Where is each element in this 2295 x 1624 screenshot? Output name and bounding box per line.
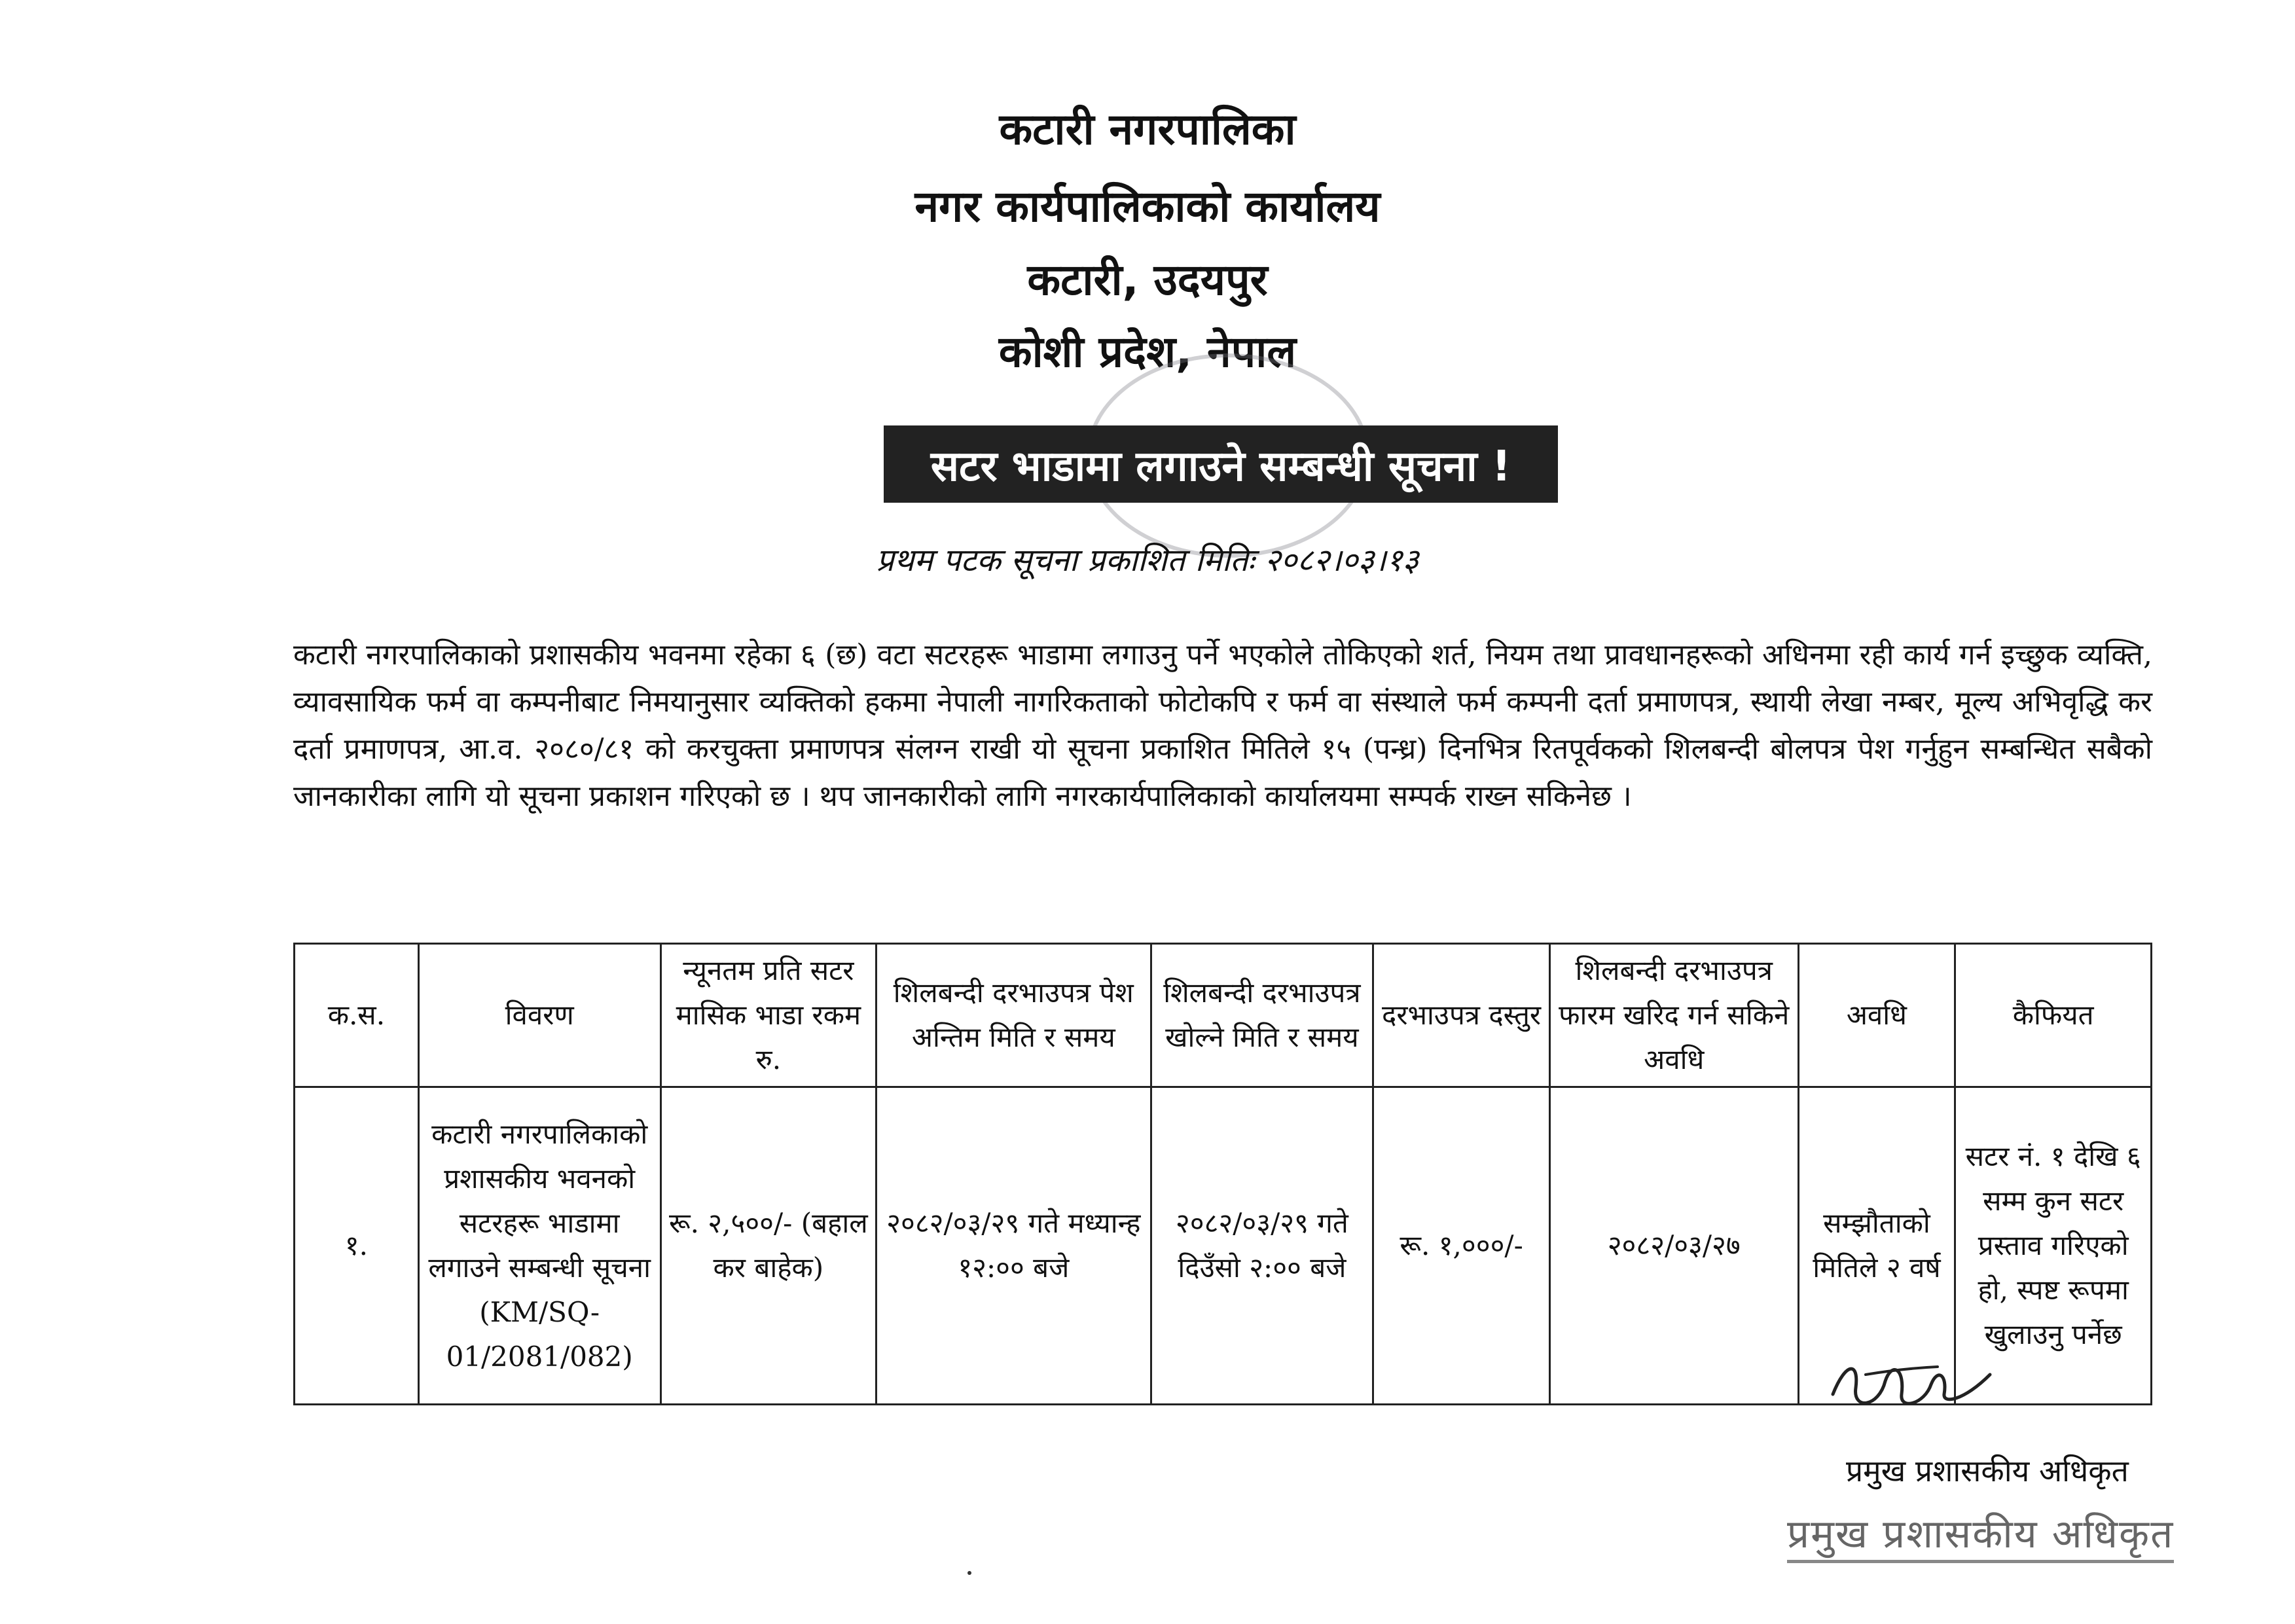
cell-opening-datetime: २०८२/०३/२९ गते दिउँसो २:०० बजे bbox=[1151, 1087, 1373, 1405]
col-header-description: विवरण bbox=[418, 944, 660, 1087]
signatory-role: प्रमुख प्रशासकीय अधिकृत bbox=[1846, 1453, 2129, 1489]
notice-body-paragraph: कटारी नगरपालिकाको प्रशासकीय भवनमा रहेका ६ (छ) वटा सटरहरू भाडामा लगाउनु पर्ने भएकोले तोकिएको शर्त, नियम तथा प्रावधानहरूको अधिनमा रही कार्य गर्न इच्छुक व्यक्ति, व्यावसायिक फर्म वा कम्पनीबाट निमयानुसार व्यक्तिको हकमा नेपाली नागरिकताको फोटोकपि र फर्म वा संस्थाले फर्म कम्पनी दर्ता प्रमाणपत्र, स्थायी लेखा नम्बर, मूल्य अभिवृद्धि कर दर्ता प्रमाणपत्र, आ.व. २०८०/८१ को करचुक्ता प्रमाणपत्र संलग्न राखी यो सूचना प्रकाशित मितिले १५ (पन्ध्र) दिनभित्र रितपूर्वकको शिलबन्दी बोलपत्र पेश गर्नुहुन सम्बन्धित सबैको जानकारीका लागि यो सूचना प्रकाशन गरिएको छ । थप जानकारीको लागि नगरकार्यपालिकाको कार्यालयमा सम्पर्क राख्न सकिनेछ । bbox=[293, 638, 2152, 813]
table-header-row bbox=[295, 944, 2152, 1087]
header-location: कटारी, उदयपुर bbox=[1027, 255, 1268, 305]
cell-submission-deadline: २०८२/०३/२९ गते मध्यान्ह १२:०० बजे bbox=[876, 1087, 1151, 1405]
cell-description: कटारी नगरपालिकाको प्रशासकीय भवनको सटरहरू भाडामा लगाउने सम्बन्धी सूचना (KM/SQ-01/2081/082) bbox=[418, 1087, 660, 1405]
header-province: कोशी प्रदेश, नेपाल bbox=[998, 327, 1297, 377]
cell-remarks: सटर नं. १ देखि ६ सम्म कुन सटर प्रस्ताव गरिएको हो, स्पष्ट रूपमा खुलाउनु पर्नेछ bbox=[1955, 1087, 2152, 1405]
cell-purchase-period: २०८२/०३/२७ bbox=[1549, 1087, 1798, 1405]
cell-duration: सम्झौताको मितिले २ वर्ष bbox=[1798, 1087, 1955, 1405]
publication-date: प्रथम पटक सूचना प्रकाशित मितिः २०८२।०३।१३ bbox=[876, 542, 1419, 579]
stray-dot-mark bbox=[967, 1571, 971, 1575]
col-header-serial: क.स. bbox=[295, 944, 419, 1087]
col-header-duration: अवधि bbox=[1798, 944, 1955, 1087]
col-header-remarks: कैफियत bbox=[1955, 944, 2152, 1087]
cell-fee: रू. १,०००/- bbox=[1373, 1087, 1550, 1405]
notice-table bbox=[293, 943, 2152, 1405]
header-municipality-name: कटारी नगरपालिका bbox=[999, 104, 1296, 154]
col-header-opening-datetime: शिलबन्दी दरभाउपत्र खोल्ने मिति र समय bbox=[1151, 944, 1373, 1087]
header-office-name: नगर कार्यपालिकाको कार्यालय bbox=[914, 181, 1381, 232]
notice-title: सटर भाडामा लगाउने सम्बन्धी सूचना ! bbox=[884, 425, 1558, 503]
handwritten-signature bbox=[1826, 1348, 1997, 1420]
signatory-stamp: प्रमुख प्रशासकीय अधिकृत bbox=[1787, 1506, 2174, 1559]
col-header-purchase-period: शिलबन्दी दरभाउपत्र फारम खरिद गर्न सकिने अवधि bbox=[1549, 944, 1798, 1087]
col-header-fee: दरभाउपत्र दस्तुर bbox=[1373, 944, 1550, 1087]
cell-serial: १. bbox=[295, 1087, 419, 1405]
col-header-submission-deadline: शिलबन्दी दरभाउपत्र पेश अन्तिम मिति र समय bbox=[876, 944, 1151, 1087]
cell-min-rent: रू. २,५००/- (बहाल कर बाहेक) bbox=[660, 1087, 876, 1405]
col-header-min-rent: न्यूनतम प्रति सटर मासिक भाडा रकम रु. bbox=[660, 944, 876, 1087]
